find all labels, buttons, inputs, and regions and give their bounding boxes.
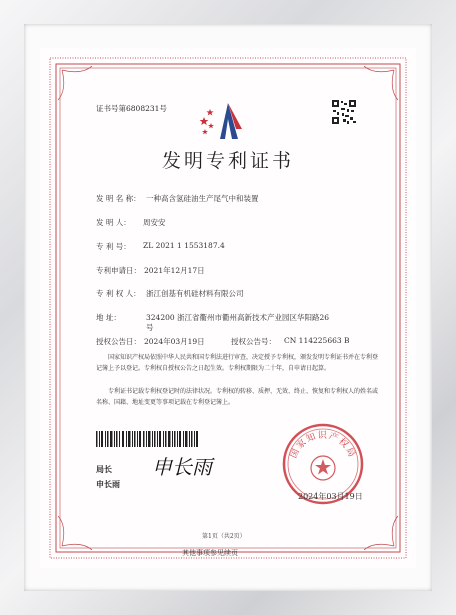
filing-date: 2021年12月17日 xyxy=(144,266,205,275)
address-label: 地 址： xyxy=(96,313,121,322)
grant-date-label: 授权公告日： xyxy=(96,337,141,346)
barcode-icon xyxy=(96,431,200,447)
certificate-paragraph-2: 专利证书记载专利权登记时的法律状况。专利权的转移、质押、无效、终止、恢复和专利权人的姓名或名称、国籍、地址变更等事项记载在专利登记簿上。 xyxy=(96,388,379,406)
patent-number: ZL 2021 1 1553187.4 xyxy=(143,241,225,250)
director-name: 申长雨 xyxy=(96,479,120,489)
address-line-1: 324200 浙江省衢州市衢州高新技术产业园区华阳路26 xyxy=(146,313,330,322)
inventor-name: 周安安 xyxy=(143,218,166,227)
seal-text: 国家知识产权局 xyxy=(289,431,357,461)
invention-name: 一种高含氢硅油生产尾气中和装置 xyxy=(146,194,259,203)
qr-code-icon xyxy=(331,99,357,125)
signature-text: 申长雨 xyxy=(152,455,212,479)
grant-number: CN 114225663 B xyxy=(284,336,350,345)
certificate-title: 发明专利证书 xyxy=(161,150,294,172)
certificate-number: 证书号第6808231号 xyxy=(96,104,167,113)
footer-note: 其他事项参见续页 xyxy=(182,549,238,557)
cnipa-logo-icon xyxy=(198,99,250,143)
invention-name-label: 发 明 名 称： xyxy=(96,194,141,203)
certificate-paragraph-1: 国家知识产权局依照中华人民共和国专利法进行审查，决定授予专利权，颁发发明专利证书并在专利登记簿上予以登记。专利权自授权公告之日起生效。专利权期限为二十年，自申请日起算。 xyxy=(96,354,379,372)
patentee-name: 浙江创基有机硅材料有限公司 xyxy=(146,289,244,298)
address-line-2: 号 xyxy=(146,323,154,332)
patentee-label: 专 利 权 人： xyxy=(96,289,141,298)
director-title: 局长 xyxy=(96,464,112,474)
filing-date-label: 专利申请日： xyxy=(96,266,141,275)
page-number: 第1页（共2页） xyxy=(202,533,246,540)
patent-number-label: 专 利 号： xyxy=(96,242,131,251)
inventor-label: 发 明 人： xyxy=(96,218,131,227)
director-signature xyxy=(150,455,230,479)
grant-number-label: 授权公告号： xyxy=(231,337,276,346)
grant-date: 2024年03月19日 xyxy=(144,337,205,346)
seal-date: 2024年03月19日 xyxy=(298,492,363,501)
